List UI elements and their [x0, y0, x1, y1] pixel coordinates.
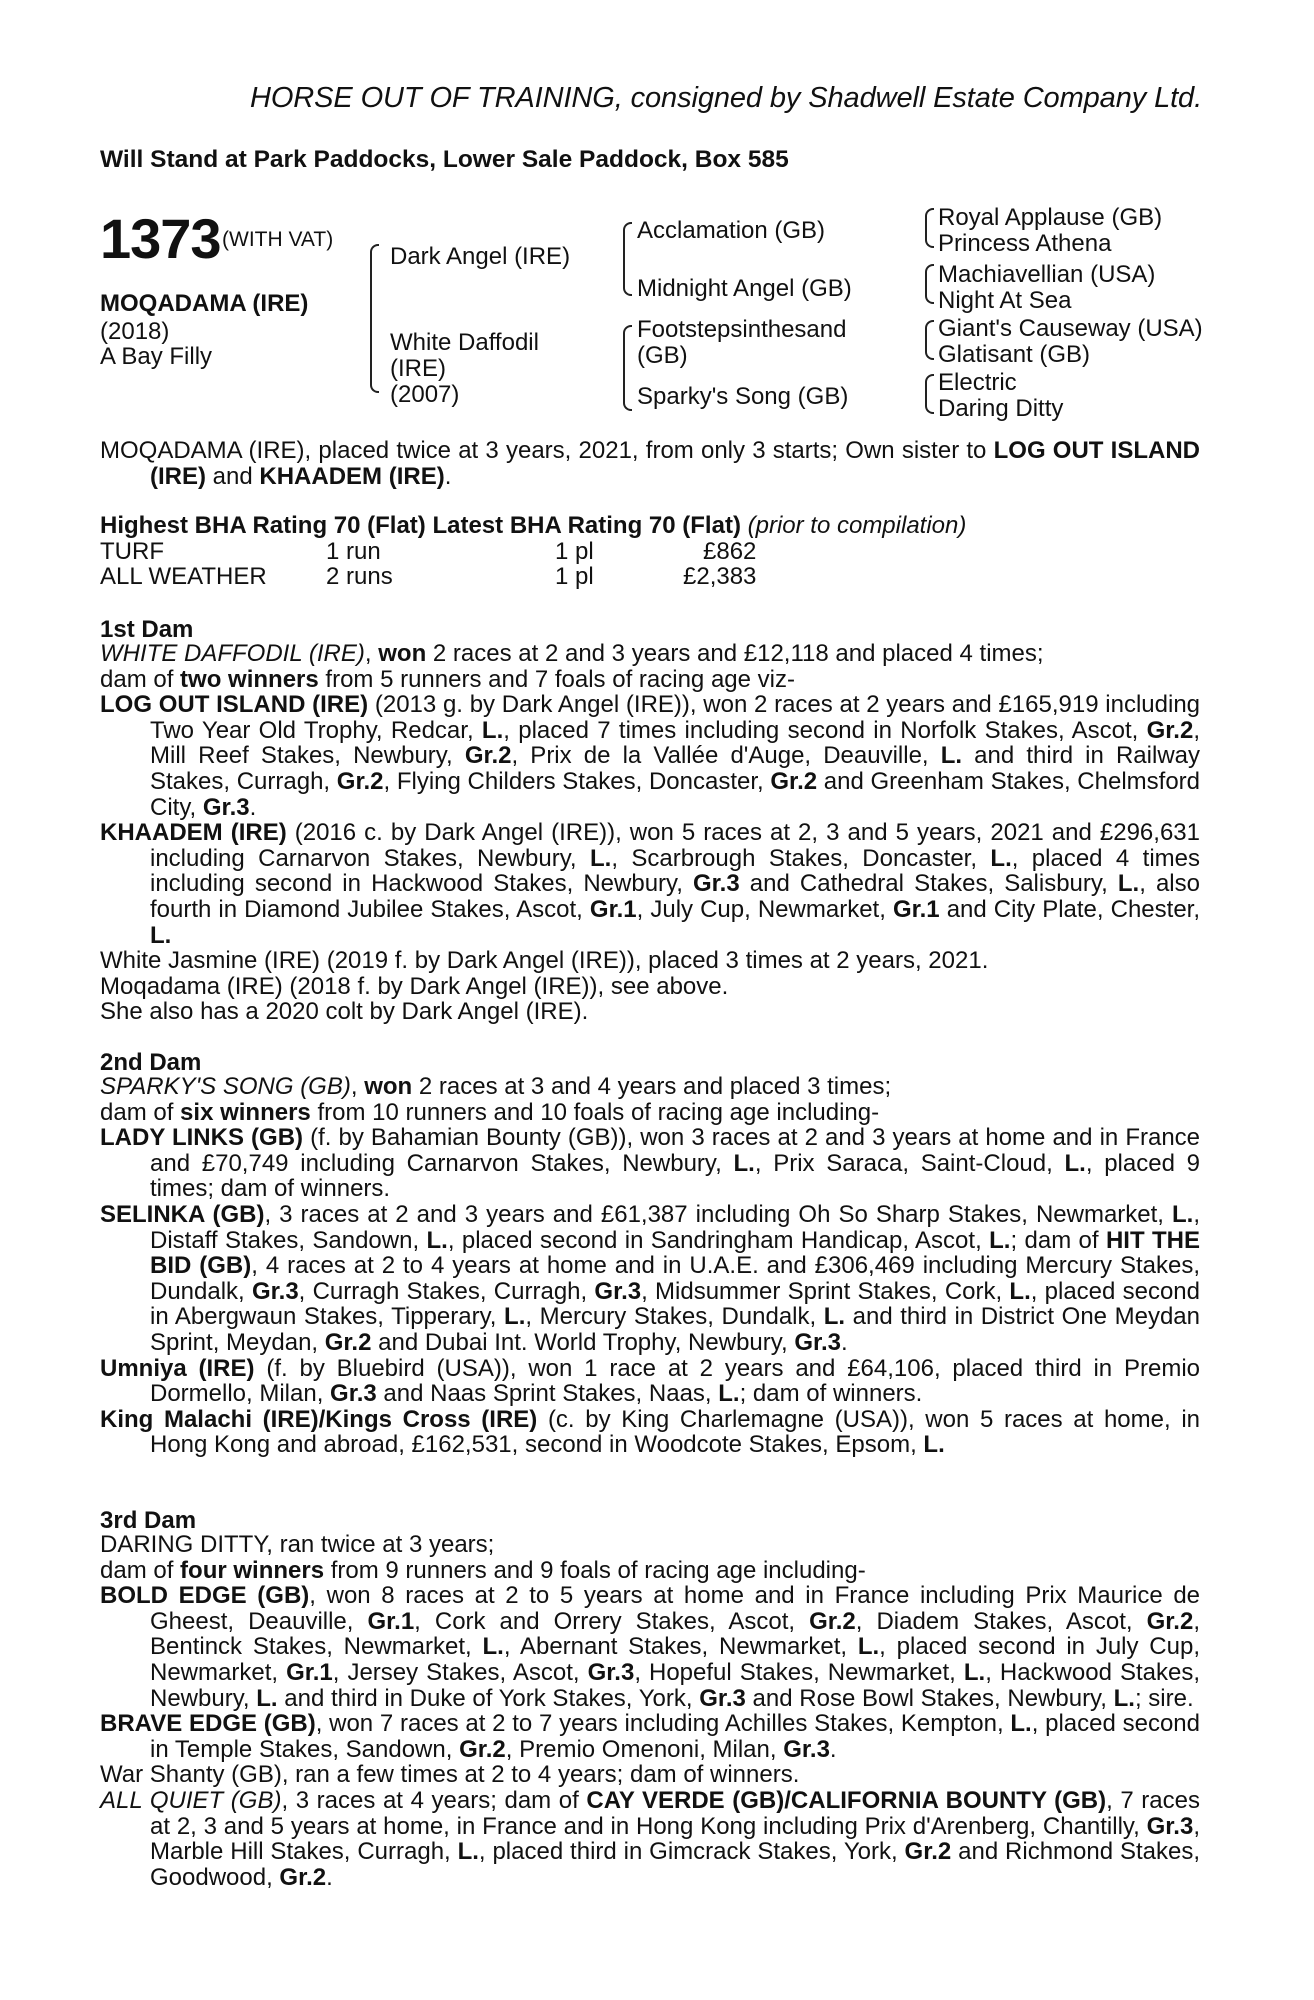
pedigree-brace — [925, 208, 934, 248]
progeny-bold-edge: BOLD EDGE (GB), won 8 races at 2 to 5 years at home and in France including Prix Maurice de Gheest, Deauville, Gr.1, Cork and Orrery Stakes, Ascot, Gr.2, Diadem Stakes, Ascot, Gr.2, Bentinck Stakes, Newmarket, L., Abernant Stakes, Newmarket, L., placed second in July Cup, Newmarket, Gr.1, Jersey Stakes, Ascot, Gr.3, Hopeful Stakes, Newmarket, L., Hackwood Stakes, Newbury, L. and third in Duke of York Stakes, York, Gr.3 and Rose Bowl Stakes, Newbury, L.; sire. — [100, 1582, 1201, 1712]
pedigree-brace — [623, 222, 632, 296]
row2-amount: £2,383 — [683, 563, 757, 590]
pedigree-brace — [925, 374, 934, 414]
pedigree-brace — [370, 244, 379, 393]
page-title: HORSE OUT OF TRAINING, consigned by Shadwell Estate Company Ltd. — [250, 82, 1203, 114]
second-dam-heading: 2nd Dam — [100, 1049, 202, 1076]
ssd: Princess Athena — [938, 230, 1112, 257]
sire-dam: Midnight Angel (GB) — [637, 275, 852, 302]
sire: Dark Angel (IRE) — [390, 243, 571, 270]
pedigree-brace — [623, 325, 632, 411]
row2-placed: 1 pl — [555, 563, 594, 590]
dam-line-3: (2007) — [390, 381, 460, 408]
sdd: Night At Sea — [938, 287, 1072, 314]
progeny-brave-edge: BRAVE EDGE (GB), won 7 races at 2 to 7 years including Achilles Stakes, Kempton, L., placed second in Temple Stakes, Sandown, Gr.2, Premio Omenoni, Milan, Gr.3. — [100, 1710, 1200, 1763]
sire-sire: Acclamation (GB) — [637, 217, 826, 244]
stand-location: Will Stand at Park Paddocks, Lower Sale Paddock, Box 585 — [100, 146, 789, 173]
first-dam-heading: 1st Dam — [100, 616, 194, 643]
dam-dam: Sparky's Song (GB) — [637, 383, 849, 410]
horse-description: A Bay Filly — [100, 343, 213, 370]
dam-sire-line-1: Footstepsinthesand — [637, 316, 847, 343]
row2-runs: 2 runs — [326, 563, 393, 590]
ratings-heading: Highest BHA Rating 70 (Flat) Latest BHA Rating 70 (Flat) (prior to compilation) — [100, 512, 967, 539]
row1-surface: TURF — [100, 538, 164, 565]
third-dam-heading: 3rd Dam — [100, 1507, 197, 1534]
progeny-king-malachi: King Malachi (IRE)/Kings Cross (IRE) (c. by King Charlemagne (USA)), won 5 races at home, in Hong Kong and abroad, £162,531, second in Woodcote Stakes, Epsom, L. — [100, 1405, 1200, 1459]
dam-sire-line-2: (GB) — [637, 342, 688, 369]
progeny-khaadem: KHAADEM (IRE) (2016 c. by Dark Angel (IRE)), won 5 races at 2, 3 and 5 years, 2021 and £296,631 including Carnarvon Stakes, Newbury, L., Scarbrough Stakes, Doncaster, L., placed 4 times including second in Hackwood Stakes, Newbury, Gr.3 and Cathedral Stakes, Salisbury, L., also fourth in Diamond Jubilee Stakes, Ascot, Gr.1, July Cup, Newmarket, Gr.1 and City Plate, Chester, L. — [100, 819, 1200, 949]
dam-note: She also has a 2020 colt by Dark Angel (IRE). — [100, 998, 589, 1026]
dsd: Glatisant (GB) — [938, 341, 1091, 368]
row1-amount: £862 — [703, 538, 757, 565]
progeny-white-jasmine: White Jasmine (IRE) (2019 f. by Dark Angel (IRE)), placed 3 times at 2 years, 2021. — [100, 947, 989, 975]
sss: Royal Applause (GB) — [938, 204, 1163, 231]
vat-label: (WITH VAT) — [222, 228, 334, 251]
progeny-war-shanty: War Shanty (GB), ran a few times at 2 to 4 years; dam of winners. — [100, 1761, 800, 1789]
sds: Machiavellian (USA) — [938, 261, 1156, 288]
pedigree-brace — [925, 264, 934, 304]
first-dam-text: WHITE DAFFODIL (IRE), won 2 races at 2 and 3 years and £12,118 and placed 4 times; dam of two winners from 5 runners and 7 foals of racing age viz- LOG OUT ISLAND (IRE) (2013 g. by Dark Angel (IRE)), won 2 races at 2 years and £165,919 including Two Year Old Trophy, Redcar, L., placed 7 times including second in Norfolk Stakes, Ascot, Gr.2, Mill Reef Stakes, Newbury, Gr.2, Prix de la Vallée d'Auge, Deauville, L. and third in Railway Stakes, Curragh, Gr.2, Flying Childers Stakes, Doncaster, Gr.2 and Greenham Stakes, Chelmsford City, Gr.3. KHAADEM (IRE) (2016 c. by Dark Angel (IRE)), won 5 races at 2, 3 and 5 years, 2021 and £296,631 including Carnarvon Stakes, Newbury, L., Scarbrough Stakes, Doncaster, L., placed 4 times including second in Hackwood Stakes, Newbury, Gr.3 and Cathedral Stakes, Salisbury, L., also fourth in Diamond Jubilee Stakes, Ascot, Gr.1, July Cup, Newmarket, Gr.1 and City Plate, Chester, L. White Jasmine (IRE) (2019 f. by Dark Angel (IRE)), placed 3 times at 2 years, 2021. Moqadama (IRE) (2018 f. by Dark Angel (IRE)), see above. She also has a 2020 colt by Dark Angel (IRE). — [100, 640, 1201, 1026]
horse-name: MOQADAMA (IRE) — [100, 290, 309, 317]
dss: Giant's Causeway (USA) — [938, 315, 1203, 342]
horse-year: (2018) — [100, 318, 170, 345]
ddd: Daring Ditty — [938, 395, 1064, 422]
progeny-lady-links: LADY LINKS (GB) (f. by Bahamian Bounty (GB)), won 3 races at 2 and 3 years at home and in France and £70,749 including Carnarvon Stakes, Newbury, L., Prix Saraca, Saint-Cloud, L., placed 9 times; dam of winners. — [100, 1124, 1201, 1203]
lot-number: 1373 — [100, 207, 221, 270]
dam-line-1: White Daffodil — [390, 329, 539, 356]
progeny-log-out-island: LOG OUT ISLAND (IRE) (2013 g. by Dark Angel (IRE)), won 2 races at 2 years and £165,919 including Two Year Old Trophy, Redcar, L., placed 7 times including second in Norfolk Stakes, Ascot, Gr.2, Mill Reef Stakes, Newbury, Gr.2, Prix de la Vallée d'Auge, Deauville, L. and third in Railway Stakes, Curragh, Gr.2, Flying Childers Stakes, Doncaster, Gr.2 and Greenham Stakes, Chelmsford City, Gr.3. — [100, 691, 1201, 821]
progeny-all-quiet: ALL QUIET (GB), 3 races at 4 years; dam of CAY VERDE (GB)/CALIFORNIA BOUNTY (GB), 7 races at 2, 3 and 5 years at home, in France and in Hong Kong including Prix d'Arenberg, Chantilly, Gr.3, Marble Hill Stakes, Curragh, L., placed third in Gimcrack Stakes, York, Gr.2 and Richmond Stakes, Goodwood, Gr.2. — [100, 1786, 1200, 1891]
row2-surface: ALL WEATHER — [100, 563, 267, 590]
progeny-moqadama: Moqadama (IRE) (2018 f. by Dark Angel (IRE)), see above. — [100, 972, 729, 1000]
progeny-selinka: SELINKA (GB), 3 races at 2 and 3 years and £61,387 including Oh So Sharp Stakes, Newmarket, L., Distaff Stakes, Sandown, L., placed second in Sandringham Handicap, Ascot, L.; dam of HIT THE BID (GB), 4 races at 2 to 4 years at home and in U.A.E. and £306,469 including Mercury Stakes, Dundalk, Gr.3, Curragh Stakes, Curragh, Gr.3, Midsummer Sprint Stakes, Cork, L., placed second in Abergwaun Stakes, Tipperary, L., Mercury Stakes, Dundalk, L. and third in District One Meydan Sprint, Meydan, Gr.2 and Dubai Int. World Trophy, Newbury, Gr.3. — [100, 1200, 1201, 1356]
pedigree-brace — [925, 320, 934, 360]
row1-runs: 1 run — [326, 538, 381, 565]
progeny-umniya: Umniya (IRE) (f. by Bluebird (USA)), won 1 race at 2 years and £64,106, placed third in Premio Dormello, Milan, Gr.3 and Naas Sprint Stakes, Naas, L.; dam of winners. — [100, 1354, 1200, 1408]
dam-line-2: (IRE) — [390, 355, 446, 382]
second-dam-text: SPARKY'S SONG (GB), won 2 races at 3 and 4 years and placed 3 times; dam of six winners from 10 runners and 10 foals of racing age including- LADY LINKS (GB) (f. by Bahamian Bounty (GB)), won 3 races at 2 and 3 years at home and in France and £70,749 including Carnarvon Stakes, Newbury, L., Prix Saraca, Saint-Cloud, L., placed 9 times; dam of winners. SELINKA (GB), 3 races at 2 and 3 years and £61,387 including Oh So Sharp Stakes, Newmarket, L., Distaff Stakes, Sandown, L., placed second in Sandringham Handicap, Ascot, L.; dam of HIT THE BID (GB), 4 races at 2 to 4 years at home and in U.A.E. and £306,469 including Mercury Stakes, Dundalk, Gr.3, Curragh Stakes, Curragh, Gr.3, Midsummer Sprint Stakes, Cork, L., placed second in Abergwaun Stakes, Tipperary, L., Mercury Stakes, Dundalk, L. and third in District One Meydan Sprint, Meydan, Gr.2 and Dubai Int. World Trophy, Newbury, Gr.3. Umniya (IRE) (f. by Bluebird (USA)), won 1 race at 2 years and £64,106, placed third in Premio Dormello, Milan, Gr.3 and Naas Sprint Stakes, Naas, L.; dam of winners. King Malachi (IRE)/Kings Cross (IRE) (c. by King Charlemagne (USA)), won 5 races at home, in Hong Kong and abroad, £162,531, second in Woodcote Stakes, Epsom, L. — [100, 1073, 1201, 1459]
intro-paragraph: MOQADAMA (IRE), placed twice at 3 years, 2021, from only 3 starts; Own sister to LOG OUT ISLAND (IRE) and KHAADEM (IRE). — [100, 437, 1200, 490]
third-dam-text: DARING DITTY, ran twice at 3 years; dam of four winners from 9 runners and 9 foals of racing age including- BOLD EDGE (GB), won 8 races at 2 to 5 years at home and in France including Prix Maurice de Gheest, Deauville, Gr.1, Cork and Orrery Stakes, Ascot, Gr.2, Diadem Stakes, Ascot, Gr.2, Bentinck Stakes, Newmarket, L., Abernant Stakes, Newmarket, L., placed second in July Cup, Newmarket, Gr.1, Jersey Stakes, Ascot, Gr.3, Hopeful Stakes, Newmarket, L., Hackwood Stakes, Newbury, L. and third in Duke of York Stakes, York, Gr.3 and Rose Bowl Stakes, Newbury, L.; sire. BRAVE EDGE (GB), won 7 races at 2 to 7 years including Achilles Stakes, Kempton, L., placed second in Temple Stakes, Sandown, Gr.2, Premio Omenoni, Milan, Gr.3. War Shanty (GB), ran a few times at 2 to 4 years; dam of winners. ALL QUIET (GB), 3 races at 4 years; dam of CAY VERDE (GB)/CALIFORNIA BOUNTY (GB), 7 races at 2, 3 and 5 years at home, in France and in Hong Kong including Prix d'Arenberg, Chantilly, Gr.3, Marble Hill Stakes, Curragh, L., placed third in Gimcrack Stakes, York, Gr.2 and Richmond Stakes, Goodwood, Gr.2. — [100, 1531, 1201, 1891]
row1-placed: 1 pl — [555, 538, 594, 565]
dds: Electric — [938, 369, 1017, 396]
